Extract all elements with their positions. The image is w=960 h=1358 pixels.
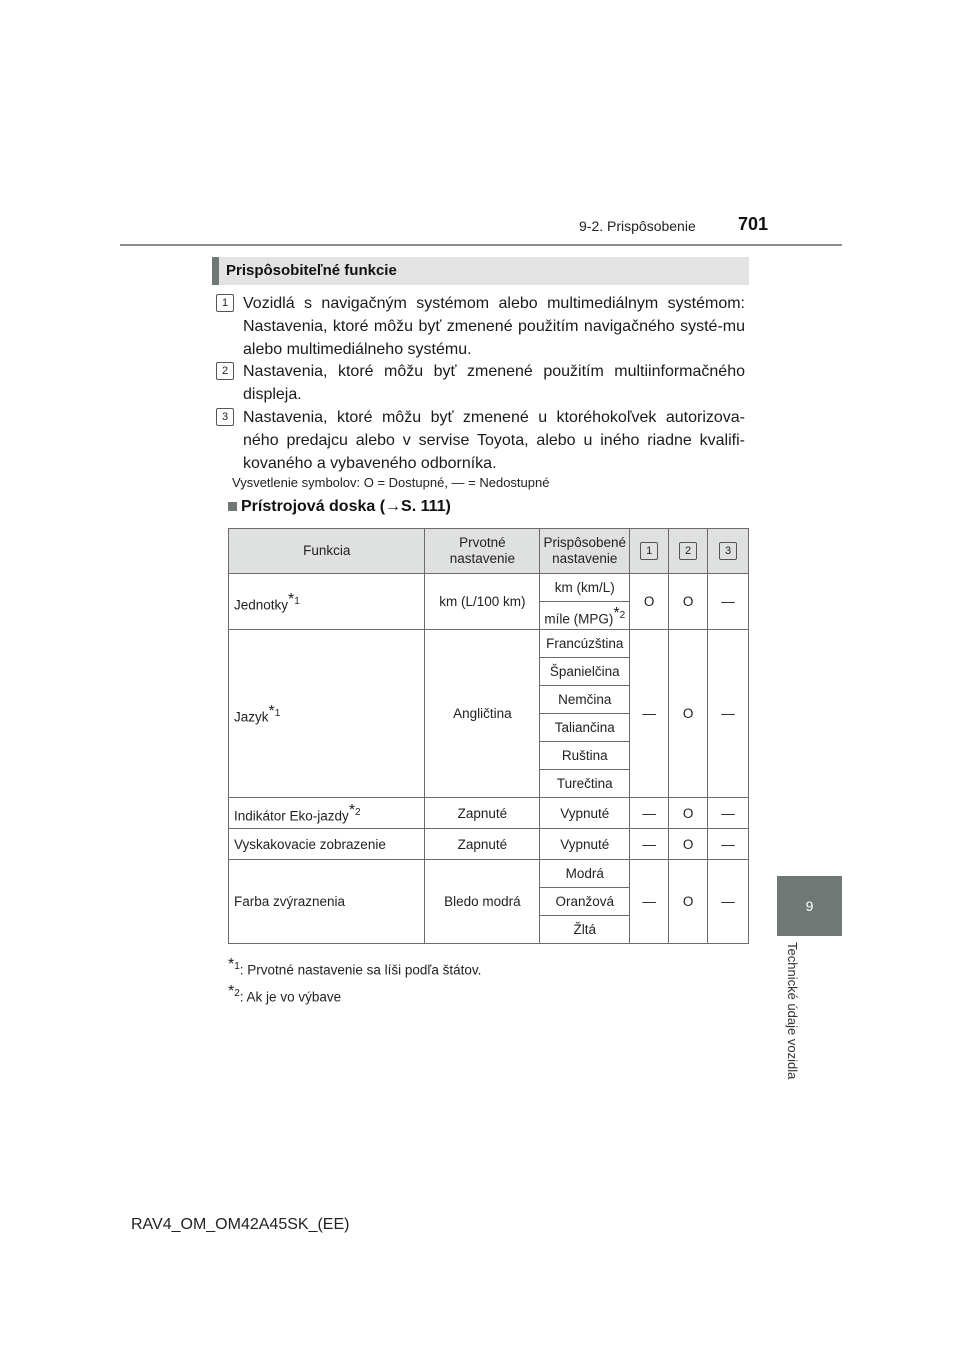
- cell-default: Angličtina: [425, 630, 540, 798]
- cell-mark: —: [708, 860, 749, 944]
- col-1: [630, 529, 669, 574]
- item-number-2: 2: [216, 362, 234, 380]
- footnote-2: $^{*2}$: Ak je vo výbave: [228, 983, 342, 1005]
- cell-function: Indikátor Eko-jazdy$^{*2}$: [229, 798, 425, 829]
- settings-table: [228, 528, 749, 944]
- col-function: Funkcia: [229, 529, 425, 574]
- chapter-label: [787, 942, 803, 1102]
- symbol-legend: Vysvetlenie symbolov: O = Dostupné, — = Nedostupné: [232, 475, 550, 490]
- col-2: [669, 529, 708, 574]
- table-header-row: [229, 529, 749, 574]
- footnote-1: $^{*1}$: Prvotné nastavenie sa líši podľa štátov.: [228, 956, 482, 978]
- section-box-accent: [212, 257, 219, 285]
- cell-option: Modrá: [540, 860, 630, 888]
- cell-mark: O: [669, 574, 708, 630]
- cell-option: Oranžová: [540, 888, 630, 916]
- document-footer: RAV4_OM_OM42A45SK_(EE): [131, 1216, 350, 1233]
- cell-mark: —: [630, 630, 669, 798]
- chapter-number: 9: [805, 898, 814, 914]
- page-number: 701: [738, 214, 769, 234]
- section-bullet: [228, 502, 237, 511]
- cell-option: Taliančina: [540, 714, 630, 742]
- cell-function: Jazyk$^{*1}$: [229, 630, 425, 798]
- item-text-3: Nastavenia, ktoré môžu byť zmenené u ktoréhokoľvek autorizova-ného predajcu alebo v servise Toyota, alebo u iného riadne kvalifi-kovaného a vybaveného odborníka.: [243, 409, 745, 472]
- header-divider: [120, 244, 842, 246]
- cell-mark: O: [630, 574, 669, 630]
- table-row: [229, 798, 749, 829]
- header-section-title: 9-2. Prispôsobenie: [579, 218, 696, 234]
- cell-default: Zapnuté: [425, 829, 540, 860]
- cell-default: Zapnuté: [425, 798, 540, 829]
- cell-option: Španielčina: [540, 658, 630, 686]
- cell-option: km (km/L): [540, 574, 630, 602]
- col-custom: Prispôsobené nastavenie: [540, 529, 630, 574]
- item-text-1: Vozidlá s navigačným systémom alebo multimediálnym systémom: Nastavenia, ktoré môžu byť zmenené použitím navigačného systé-mu alebo multimediálneho systému.: [243, 295, 745, 358]
- cell-mark: —: [708, 829, 749, 860]
- cell-default: km (L/100 km): [425, 574, 540, 630]
- item-number-1: 1: [216, 294, 234, 312]
- cell-mark: —: [630, 798, 669, 829]
- subsection-heading: Prístrojová doska (→S. 111): [241, 498, 451, 515]
- cell-mark: —: [708, 798, 749, 829]
- cell-mark: O: [669, 630, 708, 798]
- table-row: [229, 860, 749, 888]
- cell-mark: —: [630, 829, 669, 860]
- cell-option: Turečtina: [540, 770, 630, 798]
- cell-option: míle (MPG)$^{*2}$: [540, 602, 630, 630]
- cell-default: Bledo modrá: [425, 860, 540, 944]
- cell-option: Žltá: [540, 916, 630, 944]
- cell-function: Vyskakovacie zobrazenie: [229, 829, 425, 860]
- table-row: [229, 574, 749, 602]
- cell-mark: O: [669, 829, 708, 860]
- cell-mark: O: [669, 860, 708, 944]
- col-3-icon: 3: [719, 542, 737, 560]
- cell-function: Farba zvýraznenia: [229, 860, 425, 944]
- item-number-3: 3: [216, 408, 234, 426]
- cell-function: Jednotky$^{*1}$: [229, 574, 425, 630]
- table-row: [229, 829, 749, 860]
- cell-option: Vypnuté: [540, 829, 630, 860]
- cell-option: Francúzština: [540, 630, 630, 658]
- item-text-2: Nastavenia, ktoré môžu byť zmenené použitím multiinformačného displeja.: [243, 363, 745, 403]
- chapter-tab: [777, 876, 842, 936]
- cell-mark: —: [708, 630, 749, 798]
- col-default: Prvotné nastavenie: [425, 529, 540, 574]
- cell-mark: —: [630, 860, 669, 944]
- cell-option: Ruština: [540, 742, 630, 770]
- table-row: [229, 630, 749, 658]
- col-2-icon: 2: [679, 542, 697, 560]
- section-box-title: Prispôsobiteľné funkcie: [226, 262, 397, 279]
- col-3: [708, 529, 749, 574]
- cell-option: Vypnuté: [540, 798, 630, 829]
- cell-option: Nemčina: [540, 686, 630, 714]
- chapter-label-text: Technické údaje vozidla: [785, 942, 800, 1080]
- cell-mark: O: [669, 798, 708, 829]
- col-1-icon: 1: [640, 542, 658, 560]
- cell-mark: —: [708, 574, 749, 630]
